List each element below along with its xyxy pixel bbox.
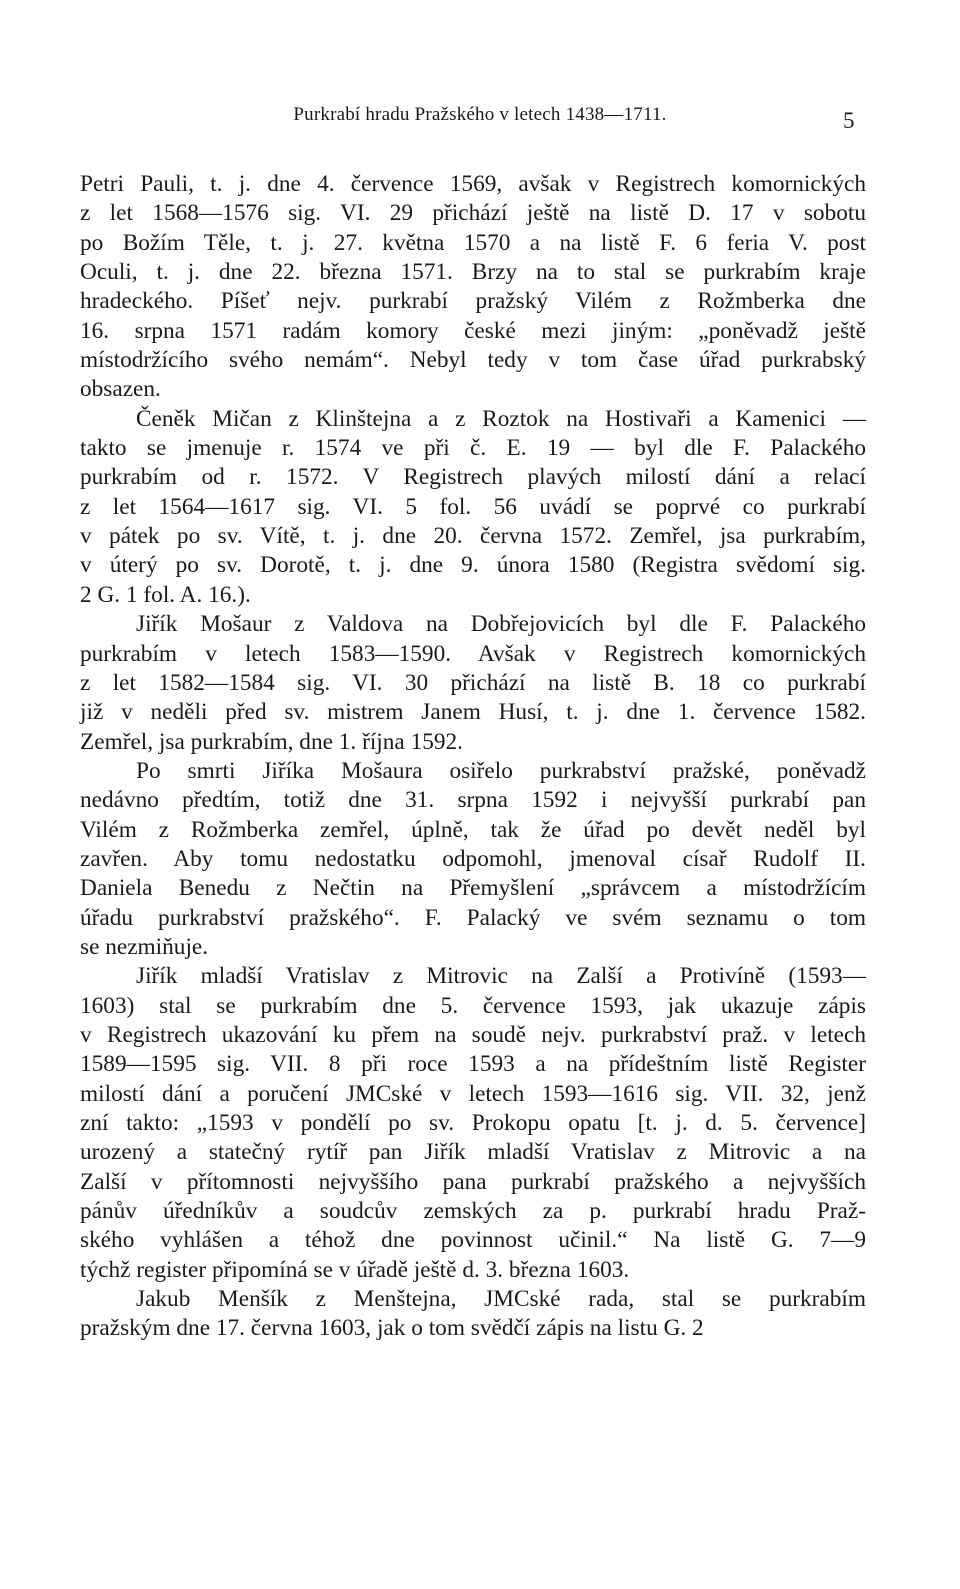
paragraph bbox=[80, 610, 866, 757]
text-line: milostí dání a poručení JMCské v letech 1593—1616 sig. VII. 32, jenž bbox=[80, 1080, 866, 1107]
text-line: zavřen. Aby tomu nedostatku odpomohl, jmenoval císař Rudolf II. bbox=[80, 845, 866, 872]
text-line: z let 1564—1617 sig. VI. 5 fol. 56 uvádí se poprvé co purkrabí bbox=[80, 493, 866, 520]
paragraph bbox=[80, 1285, 866, 1344]
text-line: v pátek po sv. Vítě, t. j. dne 20. června 1572. Zemřel, jsa purkrabím, bbox=[80, 523, 866, 550]
paragraph bbox=[80, 757, 866, 962]
text-line: Jiřík mladší Vratislav z Mitrovic na Zalší a Protivíně (1593— bbox=[136, 963, 866, 990]
text-line: z let 1582—1584 sig. VI. 30 přichází na listě B. 18 co purkrabí bbox=[80, 669, 866, 696]
text-line: se nezmiňuje. bbox=[80, 933, 209, 960]
text-line: 2 G. 1 fol. A. 16.). bbox=[80, 581, 251, 608]
text-line: Vilém z Rožmberka zemřel, úplně, tak že úřad po devět neděl byl bbox=[80, 816, 866, 843]
text-line: Jakub Menšík z Menštejna, JMCské rada, stal se purkrabím bbox=[136, 1286, 866, 1313]
text-line: Zalší v přítomnosti nejvyššího pana purkrabí pražského a nejvyšších bbox=[80, 1168, 866, 1195]
text-line: pánův úředníkův a soudcův zemských za p. purkrabí hradu Praž- bbox=[80, 1198, 866, 1225]
text-line: 16. srpna 1571 radám komory české mezi jiným: „poněvadž ještě bbox=[80, 317, 866, 344]
running-title: Purkrabí hradu Pražského v letech 1438—1711. bbox=[293, 104, 667, 125]
text-line: Oculi, t. j. dne 22. března 1571. Brzy na to stal se purkrabím kraje bbox=[80, 259, 866, 286]
paragraph bbox=[80, 170, 866, 405]
text-line: nedávno předtím, totiž dne 31. srpna 1592 i nejvyšší purkrabí pan bbox=[80, 787, 866, 814]
text-line: 1589—1595 sig. VII. 8 při roce 1593 a na přídeštním listě Register bbox=[80, 1051, 866, 1078]
text-line: Jiřík Mošaur z Valdova na Dobřejovicích byl dle F. Palackého bbox=[136, 611, 866, 638]
text-line: Po smrti Jiříka Mošaura osiřelo purkrabství pražské, poněvadž bbox=[136, 757, 866, 784]
page-header bbox=[0, 104, 960, 134]
text-line: Daniela Benedu z Nečtin na Přemyšlení „správcem a místodržícím bbox=[80, 875, 866, 902]
text-line: obsazen. bbox=[80, 376, 161, 403]
text-line: pražským dne 17. června 1603, jak o tom svědčí zápis na listu G. 2 bbox=[80, 1315, 704, 1342]
text-line: z let 1568—1576 sig. VI. 29 přichází ještě na listě D. 17 v sobotu bbox=[80, 200, 866, 227]
text-line: ského vyhlášen a téhož dne povinnost učinil.“ Na listě G. 7—9 bbox=[80, 1227, 866, 1254]
text-line: urozený a statečný rytíř pan Jiřík mladší Vratislav z Mitrovic a na bbox=[80, 1139, 866, 1166]
text-line: místodržícího svého nemám“. Nebyl tedy v tom čase úřad purkrabský bbox=[80, 347, 866, 374]
text-line: purkrabím od r. 1572. V Registrech plavých milostí dání a relací bbox=[80, 464, 866, 491]
body-text bbox=[80, 170, 866, 1344]
text-line: již v neděli před sv. mistrem Janem Husí, t. j. dne 1. července 1582. bbox=[80, 699, 866, 726]
page-number: 5 bbox=[843, 108, 855, 133]
text-line: v úterý po sv. Dorotě, t. j. dne 9. února 1580 (Registra svědomí sig. bbox=[80, 552, 866, 579]
text-line: v Registrech ukazování ku přem na soudě nejv. purkrabství praž. v letech bbox=[80, 1021, 866, 1048]
text-line: Čeněk Mičan z Klinštejna a z Roztok na Hostivaři a Kamenici — bbox=[136, 405, 866, 432]
paragraph bbox=[80, 962, 866, 1285]
text-line: Petri Pauli, t. j. dne 4. července 1569, avšak v Registrech komornických bbox=[80, 171, 866, 197]
text-line: týchž register připomíná se v úřadě ještě d. 3. března 1603. bbox=[80, 1256, 630, 1283]
text-line: purkrabím v letech 1583—1590. Avšak v Registrech komornických bbox=[80, 640, 866, 667]
paragraph bbox=[80, 405, 866, 610]
text-line: hradeckého. Píšeť nejv. purkrabí pražský Vilém z Rožmberka dne bbox=[80, 288, 866, 315]
text-line: po Božím Těle, t. j. 27. května 1570 a na listě F. 6 feria V. post bbox=[80, 229, 866, 256]
text-line: zní takto: „1593 v pondělí po sv. Prokopu opatu [t. j. d. 5. července] bbox=[80, 1110, 866, 1136]
text-line: takto se jmenuje r. 1574 ve při č. E. 19 — byl dle F. Palackého bbox=[80, 435, 866, 462]
text-line: 1603) stal se purkrabím dne 5. července 1593, jak ukazuje zápis bbox=[80, 992, 866, 1019]
text-line: Zemřel, jsa purkrabím, dne 1. října 1592. bbox=[80, 728, 463, 755]
text-line: úřadu purkrabství pražského“. F. Palacký ve svém seznamu o tom bbox=[80, 904, 866, 931]
